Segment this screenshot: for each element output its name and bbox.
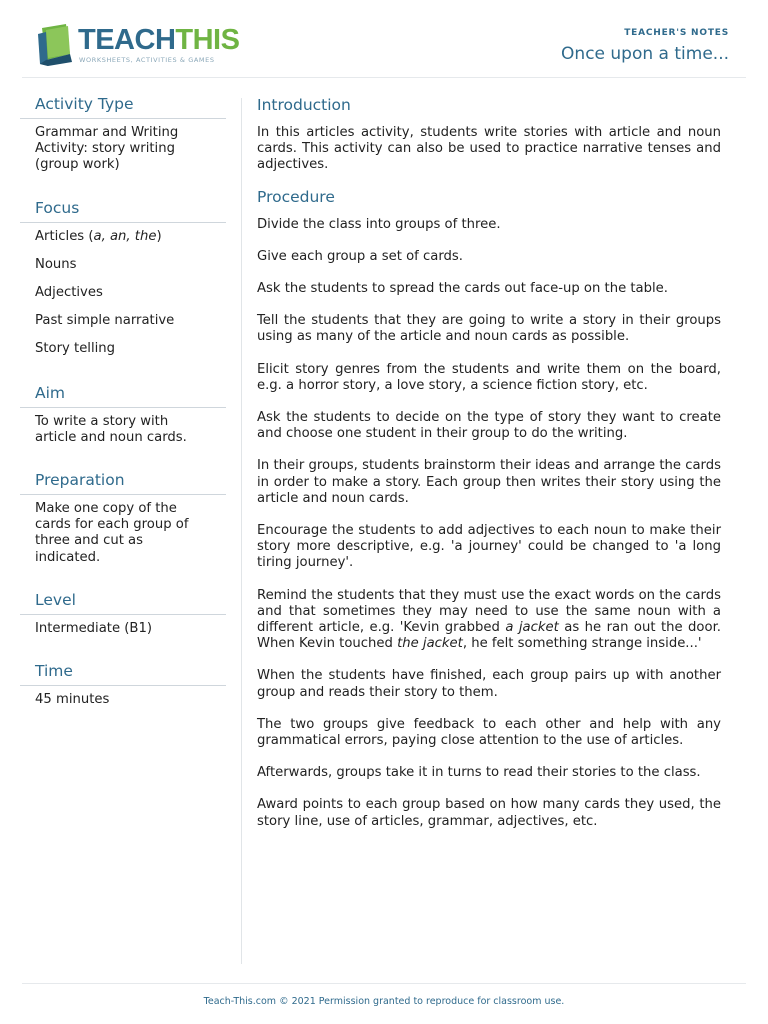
header-divider [22,77,746,78]
procedure-step: The two groups give feedback to each other and help with any grammatical errors, paying close attention to the use of articles. [257,716,721,749]
time-heading: Time [20,659,226,686]
activity-type-text: Grammar and Writing Activity: story writing (group work) [35,125,179,173]
teach-this-logo [36,22,240,70]
procedure-step: Tell the students that they are going to write a story in their groups using as many of the article and noun cards as possible. [257,313,721,345]
focus-item-articles [35,229,226,245]
page-header [0,0,768,78]
aim-text: To write a story with article and noun cards. [35,413,187,445]
step-emphasis: the jacket [397,636,463,652]
procedure-step: Divide the class into groups of three. [257,216,501,232]
focus-section [20,196,226,357]
procedure-step: When the students have finished, each group pairs up with another group and reads their story to them. [257,668,721,700]
focus-item-articles-prefix: Articles ( [35,228,94,244]
procedure-step: Ask the students to spread the cards out face-up on the table. [257,281,668,297]
introduction-text: In this articles activity, students write stories with article and noun cards. This activity can also be used to practice narrative tenses and adjectives. [257,125,721,173]
page-title: Once upon a time... [561,44,729,64]
procedure-step: Encourage the students to add adjectives to each noun to make their story more descriptive, e.g. 'a journey' could be changed to 'a long tiring journey'. [257,523,721,571]
preparation-text: Make one copy of the cards for each group of three and cut as indicated. [35,501,189,565]
book-icon [36,24,74,68]
aim-heading: Aim [20,381,226,408]
procedure-step: Afterwards, groups take it in turns to read their stories to the class. [257,765,701,781]
introduction-heading: Introduction [257,96,351,114]
teachers-notes-label: TEACHER'S NOTES [624,28,729,38]
main-content [257,92,721,846]
logo-word-this: THIS [175,24,240,56]
step-emphasis: a jacket [505,620,559,636]
aim-section [20,381,226,446]
preparation-section [20,468,226,566]
step-text: Remind the students that they must use the exact words on the cards and that sometimes they may need to use the same noun with a different article, e.g. 'Kevin grabbed [257,587,721,636]
focus-item: Story telling [35,340,116,356]
focus-item-articles-examples: a, an, the [93,228,157,244]
time-section [20,659,226,708]
step-text: , he felt something strange inside...' [462,636,702,652]
sidebar [20,92,226,724]
logo-tagline: WORKSHEETS, ACTIVITIES & GAMES [79,56,215,64]
time-text: 45 minutes [35,692,110,708]
procedure-heading: Procedure [257,187,335,206]
procedure-step: Elicit story genres from the students and write them on the board, e.g. a horror story, a love story, a science fiction story, etc. [257,361,721,393]
procedure-step: Award points to each group based on how many cards they used, the story line, use of articles, grammar, adjectives, etc. [257,797,721,829]
footer-divider [22,983,746,984]
level-section [20,588,226,637]
logo-word-teach: TEACH [78,24,176,56]
focus-list [20,223,226,357]
procedure-step-example [257,588,721,653]
focus-item: Past simple narrative [35,312,175,328]
logo-wordmark [78,24,239,56]
focus-item: Nouns [35,256,77,272]
preparation-heading: Preparation [20,468,226,495]
procedure-step: In their groups, students brainstorm their ideas and arrange the cards in order to make a story. Each group then writes their story using the article and noun cards. [257,458,721,506]
procedure-step: Ask the students to decide on the type of story they want to create and choose one student in their group to do the writing. [257,410,721,442]
level-text: Intermediate (B1) [35,620,153,636]
step-text: as he ran out the door. When Kevin touched [257,620,721,652]
level-heading: Level [20,588,226,615]
activity-type-heading: Activity Type [20,92,226,119]
footer-copyright: Teach-This.com © 2021 Permission granted to reproduce for classroom use. [203,996,565,1007]
focus-item: Adjectives [35,284,103,300]
procedure-step: Give each group a set of cards. [257,248,463,264]
focus-heading: Focus [20,196,226,223]
activity-type-section [20,92,226,174]
column-divider [241,98,242,964]
focus-item-articles-suffix: ) [156,228,162,244]
